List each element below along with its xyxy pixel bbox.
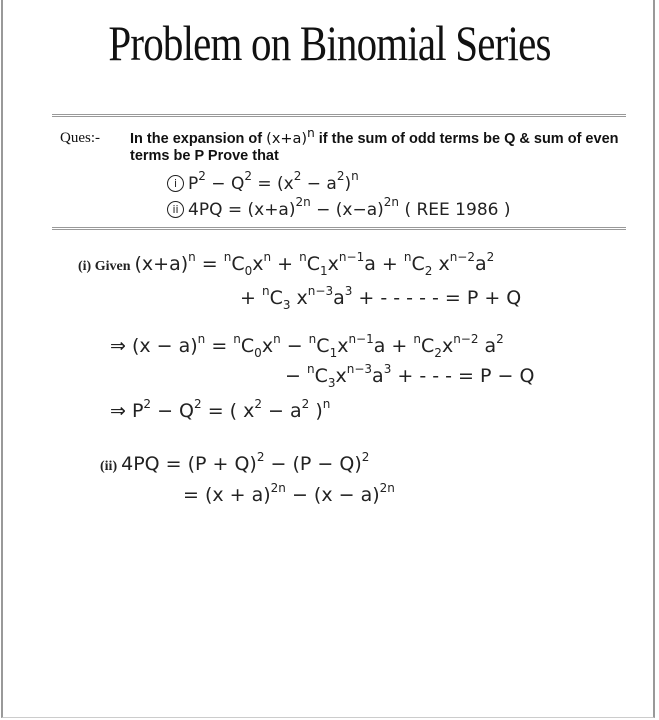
math-subscript: 1: [320, 264, 328, 278]
solution-line: [183, 481, 395, 506]
math-text: − a: [301, 174, 337, 194]
math-text: 4PQ = (x+a): [188, 200, 296, 220]
math-superscript: n−1: [338, 250, 365, 264]
math-superscript: n: [413, 332, 422, 346]
math-superscript: 3: [383, 362, 392, 376]
math-superscript: 2: [336, 169, 345, 183]
question-expr-power: n: [307, 126, 315, 140]
math-superscript: 2: [244, 169, 252, 183]
math-text: = (x: [251, 174, 294, 194]
math-text: − (x−a): [310, 200, 384, 220]
question-label: Ques:-: [60, 130, 100, 146]
math-text: − Q: [151, 400, 195, 422]
math-text: ): [309, 400, 323, 422]
math-superscript: n: [261, 284, 270, 298]
math-text: C: [306, 253, 321, 275]
question-box: [52, 114, 626, 230]
math-text: a: [478, 335, 497, 357]
math-text: x: [337, 335, 349, 357]
math-superscript: 2: [254, 397, 263, 411]
math-text: ( REE 1986 ): [399, 200, 511, 220]
math-superscript: 2: [143, 397, 152, 411]
question-part-2: [167, 195, 511, 220]
math-subscript: 2: [424, 264, 433, 278]
math-text: x: [252, 253, 264, 275]
math-superscript: n−3: [346, 362, 373, 376]
math-text: P: [188, 174, 199, 194]
solution-line: [110, 397, 330, 422]
math-text: = (x + a): [183, 484, 271, 506]
math-superscript: n−3: [307, 284, 334, 298]
math-superscript: 2n: [295, 195, 311, 209]
math-text: C: [316, 335, 330, 357]
question-text-b: if the sum of odd terms be Q & sum of even terms be P Prove that: [130, 130, 619, 164]
math-superscript: n: [263, 250, 272, 264]
math-text: a +: [373, 335, 414, 357]
math-superscript: 2n: [379, 481, 395, 495]
math-superscript: n: [403, 250, 412, 264]
math-superscript: n: [233, 332, 241, 346]
math-text: −: [285, 365, 307, 387]
math-superscript: n: [197, 332, 206, 346]
math-text: − Q: [205, 174, 245, 194]
math-superscript: 2: [361, 450, 370, 464]
math-superscript: 2: [293, 169, 302, 183]
math-text: +: [240, 287, 262, 309]
math-text: C: [231, 253, 245, 275]
math-text: C: [269, 287, 283, 309]
solution-line: [78, 250, 494, 278]
math-text: x: [261, 335, 274, 357]
solution-part-label: (ii): [100, 459, 118, 474]
math-superscript: n: [299, 250, 307, 264]
math-superscript: n: [322, 397, 331, 411]
math-superscript: n: [308, 332, 317, 346]
math-superscript: 2: [301, 397, 310, 411]
math-superscript: n: [306, 362, 315, 376]
math-text: =: [205, 335, 234, 357]
solution-line: [285, 362, 534, 390]
math-superscript: 2n: [270, 481, 286, 495]
math-text: +: [271, 253, 300, 275]
question-expr: (x+a): [266, 130, 308, 147]
math-superscript: 2: [486, 250, 495, 264]
math-text: ⇒ P: [110, 400, 144, 422]
math-text: a +: [364, 253, 404, 275]
math-text: C: [411, 253, 425, 275]
math-superscript: n−2: [453, 332, 479, 346]
math-subscript: 2: [434, 346, 442, 360]
question-part-1: [167, 169, 359, 194]
math-text: ⇒ (x − a): [110, 335, 198, 357]
math-text: x: [335, 365, 347, 387]
math-text: =: [195, 253, 224, 275]
math-text: x: [432, 253, 450, 275]
math-subscript: 3: [327, 376, 336, 390]
math-superscript: n: [273, 332, 281, 346]
math-text: x: [327, 253, 339, 275]
math-superscript: n: [351, 169, 359, 183]
math-text: − (P − Q): [264, 453, 362, 475]
question-text: [130, 125, 620, 165]
math-text: − a: [262, 400, 302, 422]
math-text: x: [290, 287, 308, 309]
math-text: ): [344, 174, 352, 194]
math-text: + - - - = P − Q: [391, 365, 535, 387]
math-superscript: 2: [194, 397, 202, 411]
math-superscript: n: [223, 250, 232, 264]
math-superscript: n: [188, 250, 196, 264]
math-superscript: 2: [198, 169, 206, 183]
question-text-a: In the expansion of: [130, 130, 267, 147]
math-subscript: 0: [254, 346, 262, 360]
math-superscript: 3: [344, 284, 353, 298]
math-text: 4PQ = (P + Q): [121, 453, 257, 475]
solution-line: [240, 284, 521, 312]
math-superscript: n−2: [449, 250, 475, 264]
math-superscript: n−1: [348, 332, 374, 346]
math-text: x: [441, 335, 454, 357]
math-text: C: [421, 335, 435, 357]
math-superscript: 2n: [383, 195, 400, 209]
math-text: (x+a): [134, 253, 189, 275]
math-text: a: [372, 365, 384, 387]
math-text: a: [333, 287, 345, 309]
part-marker-circle: ii: [167, 201, 184, 218]
math-subscript: 3: [282, 298, 291, 312]
math-text: − (x − a): [285, 484, 380, 506]
solution-part-label: (i) Given: [78, 259, 131, 274]
math-subscript: 0: [244, 264, 253, 278]
math-subscript: 1: [329, 346, 338, 360]
math-text: C: [240, 335, 255, 357]
part-marker-circle: i: [167, 175, 184, 192]
page-title: Problem on Binomial Series: [108, 15, 551, 71]
math-text: + - - - - - = P + Q: [352, 287, 522, 309]
math-text: C: [314, 365, 328, 387]
solution-line: [100, 450, 369, 475]
math-superscript: 2: [256, 450, 265, 464]
math-text: = ( x: [201, 400, 255, 422]
solution-line: [110, 332, 504, 360]
math-text: −: [280, 335, 309, 357]
math-superscript: 2: [496, 332, 504, 346]
math-text: a: [475, 253, 487, 275]
